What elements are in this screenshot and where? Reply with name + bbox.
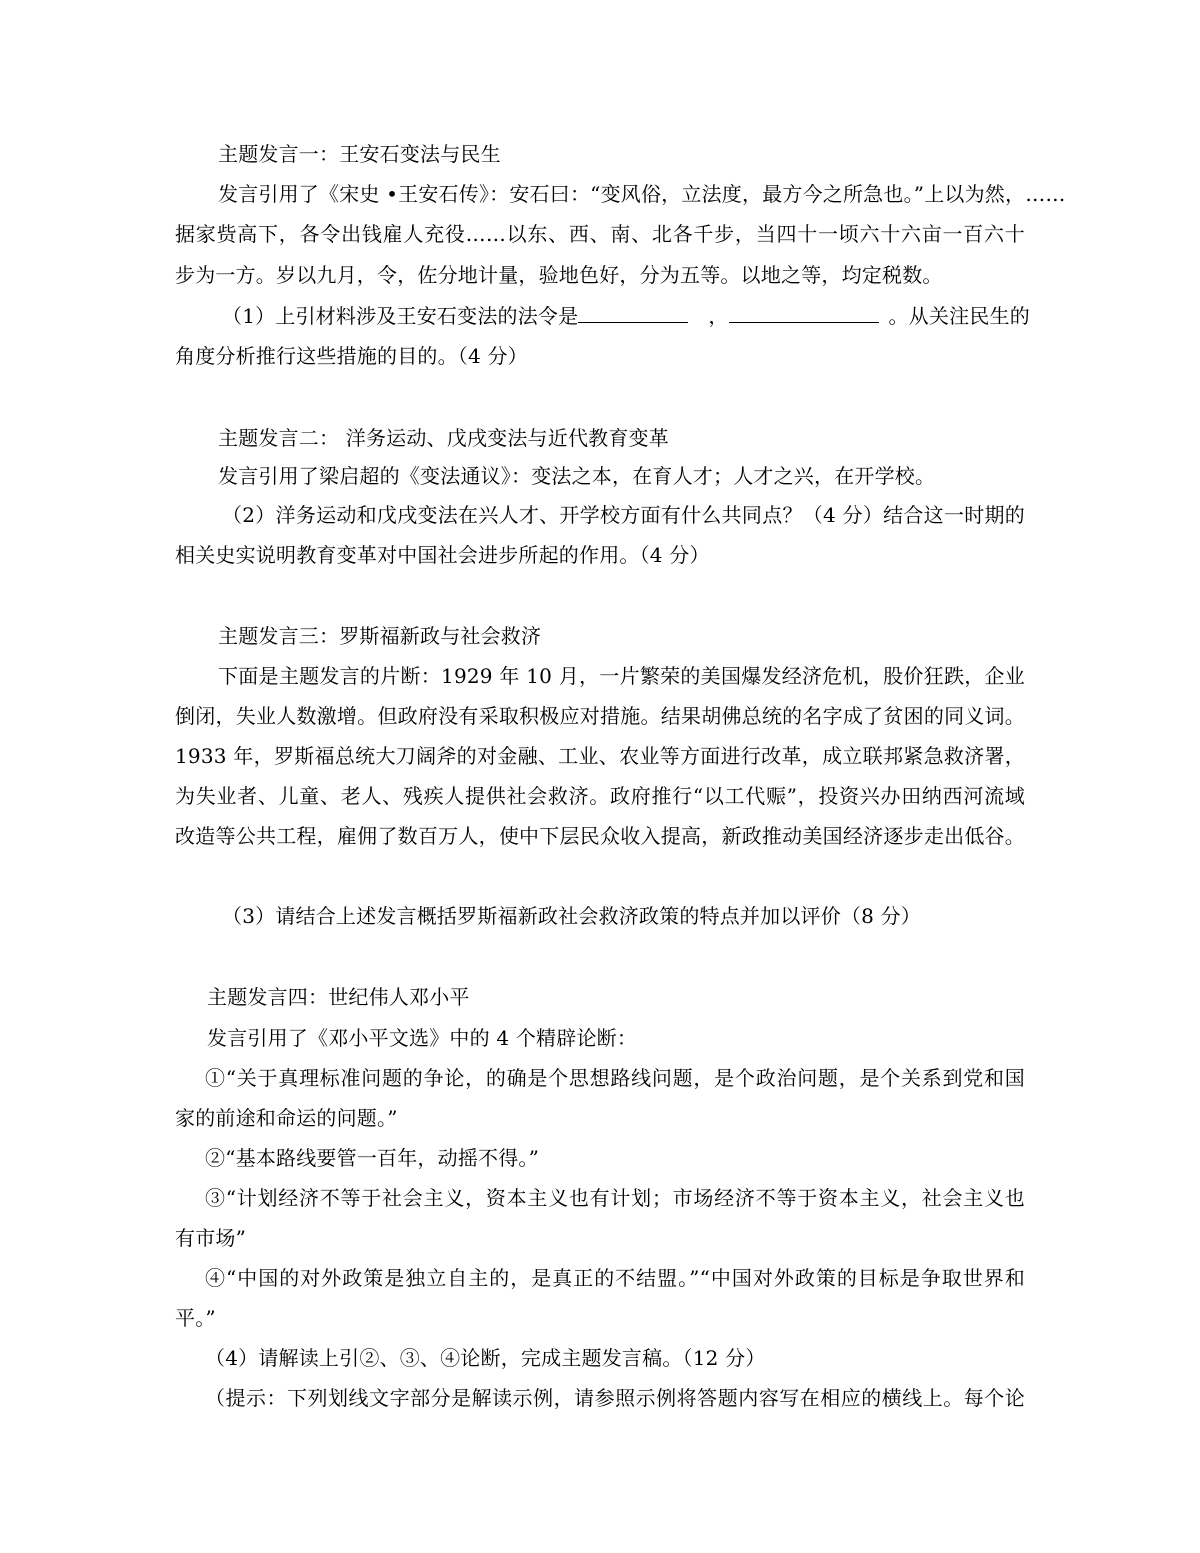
section3-paragraph-line1: 下面是主题发言的片断：1929 年 10 月，一片繁荣的美国爆发经济危机，股价狂跌，企业 bbox=[218, 664, 1025, 688]
section2-paragraph: 发言引用了梁启超的《变法通议》：变法之本，在育人才；人才之兴，在开学校。 bbox=[218, 464, 936, 488]
section2-title: 主题发言二： 洋务运动、戊戌变法与近代教育变革 bbox=[218, 426, 669, 450]
question1-line2: 角度分析推行这些措施的目的。（4 分） bbox=[175, 344, 528, 368]
quote4-line2: 平。” bbox=[175, 1306, 216, 1330]
quote3-line1: ③“计划经济不等于社会主义，资本主义也有计划；市场经济不等于资本主义，社会主义也 bbox=[205, 1186, 1025, 1210]
quote3-line2: 有市场” bbox=[175, 1226, 247, 1250]
question2-line2: 相关史实说明教育变革对中国社会进步所起的作用。（4 分） bbox=[175, 543, 710, 567]
section3-title: 主题发言三：罗斯福新政与社会救济 bbox=[218, 624, 542, 648]
section1-paragraph-line1: 发言引用了《宋史 •王安石传》：安石曰：“变风俗，立法度，最方今之所急也。”上以为然，…… bbox=[218, 182, 1066, 206]
hint-line: （提示：下列划线文字部分是解读示例，请参照示例将答题内容写在相应的横线上。每个论 bbox=[205, 1386, 1025, 1410]
quote1-line1: ①“关于真理标准问题的争论，的确是个思想路线问题，是个政治问题，是个关系到党和国 bbox=[205, 1066, 1025, 1090]
section1-title: 主题发言一：王安石变法与民生 bbox=[218, 142, 501, 166]
section4-intro: 发言引用了《邓小平文选》中的 4 个精辟论断： bbox=[207, 1026, 638, 1050]
quote4-line1: ④“中国的对外政策是独立自主的，是真正的不结盟。”“中国对外政策的目标是争取世界和 bbox=[205, 1266, 1025, 1290]
question1-line1 bbox=[222, 302, 1030, 330]
quote2: ②“基本路线要管一百年，动摇不得。” bbox=[205, 1146, 540, 1170]
section3-paragraph-line5: 改造等公共工程，雇佣了数百万人，使中下层民众收入提高，新政推动美国经济逐步走出低谷。 bbox=[175, 824, 1025, 848]
quote1-line2: 家的前途和命运的问题。” bbox=[175, 1106, 398, 1130]
section3-paragraph-line3: 1933 年，罗斯福总统大刀阔斧的对金融、工业、农业等方面进行改革，成立联邦紧急救济署， bbox=[175, 744, 1025, 768]
question3: （3）请结合上述发言概括罗斯福新政社会救济政策的特点并加以评价（8 分） bbox=[222, 904, 922, 928]
question2-line1: （2）洋务运动和戊戌变法在兴人才、开学校方面有什么共同点？（4 分）结合这一时期的 bbox=[222, 503, 1025, 527]
question1-text: （1）上引材料涉及王安石变法的法令是 bbox=[222, 304, 579, 328]
question1-tail: 。从关注民生的 bbox=[888, 304, 1030, 328]
question4: （4）请解读上引②、③、④论断，完成主题发言稿。（12 分） bbox=[205, 1346, 766, 1370]
answer-blank-1[interactable] bbox=[578, 302, 688, 323]
section1-paragraph-line2: 据家赀高下，各令出钱雇人充役……以东、西、南、北各千步，当四十一顷六十六亩一百六十 bbox=[175, 222, 1025, 246]
answer-blank-2[interactable] bbox=[729, 302, 879, 323]
section1-paragraph-line3: 步为一方。岁以九月，令，佐分地计量，验地色好，分为五等。以地之等，均定税数。 bbox=[175, 263, 943, 287]
section4-title: 主题发言四：世纪伟人邓小平 bbox=[207, 985, 470, 1009]
question1-comma: ， bbox=[708, 304, 729, 328]
section3-paragraph-line2: 倒闭，失业人数激增。但政府没有采取积极应对措施。结果胡佛总统的名字成了贫困的同义词。 bbox=[175, 704, 1025, 728]
section3-paragraph-line4: 为失业者、儿童、老人、残疾人提供社会救济。政府推行“以工代赈”，投资兴办田纳西河流域 bbox=[175, 784, 1025, 808]
